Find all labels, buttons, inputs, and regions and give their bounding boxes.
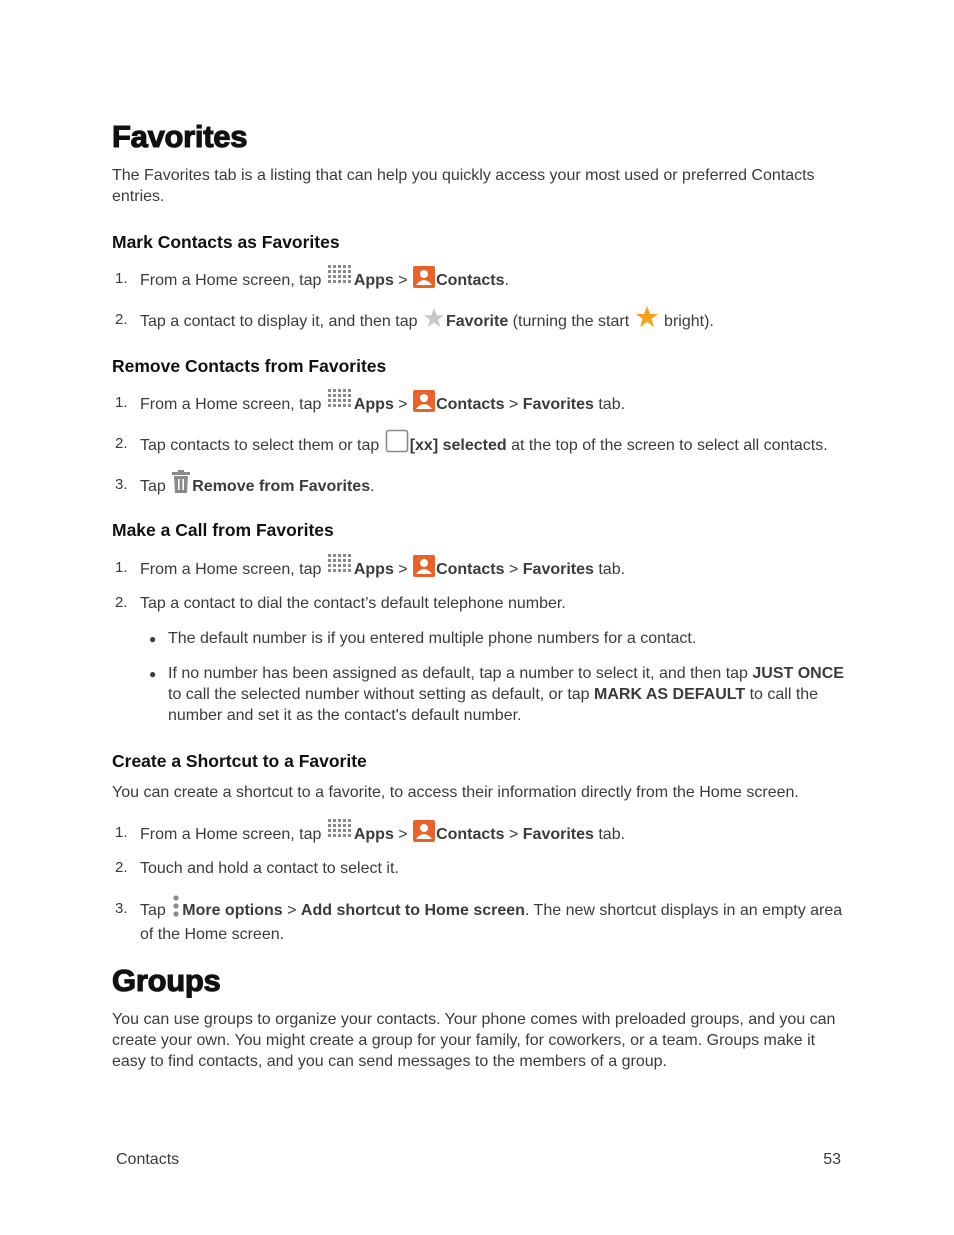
checkbox-icon xyxy=(385,429,409,459)
bullet-dot: ● xyxy=(149,667,157,681)
favorites-intro: The Favorites tab is a listing that can help you quickly access your most used or preferred Contacts entries. xyxy=(112,167,815,205)
contacts-icon xyxy=(413,390,435,418)
remove-step-2: Tap contacts to select them or tap [xx] selected at the top of the screen to select all contacts. xyxy=(140,429,828,459)
shortcut-step-2: Touch and hold a contact to select it. xyxy=(140,860,399,877)
step-number: 1. xyxy=(115,394,128,411)
contacts-icon xyxy=(413,820,435,848)
mark-step-1: From a Home screen, tap Apps > Contacts. xyxy=(140,264,509,294)
step-number: 3. xyxy=(115,476,128,493)
star-active-icon xyxy=(635,305,659,335)
section-title-groups: Groups xyxy=(112,963,221,998)
heading-remove-favorites: Remove Contacts from Favorites xyxy=(112,356,387,376)
step-number: 1. xyxy=(115,270,128,287)
trash-icon xyxy=(171,470,191,500)
star-inactive-icon xyxy=(423,307,445,335)
contacts-icon xyxy=(413,266,435,294)
shortcut-step-1: From a Home screen, tap Apps > Contacts > Favorites tab. xyxy=(140,818,625,848)
heading-create-shortcut: Create a Shortcut to a Favorite xyxy=(112,751,367,771)
heading-call-favorites: Make a Call from Favorites xyxy=(112,520,334,540)
call-step-1: From a Home screen, tap Apps > Contacts > Favorites tab. xyxy=(140,553,625,583)
contacts-icon xyxy=(413,555,435,583)
step-number: 1. xyxy=(115,824,128,841)
section-title-favorites: Favorites xyxy=(112,119,248,154)
call-step-2: Tap a contact to dial the contact’s default telephone number. xyxy=(140,595,566,612)
step-number: 2. xyxy=(115,311,128,328)
more-options-icon xyxy=(171,894,181,924)
footer-section: Contacts xyxy=(116,1151,180,1168)
apps-grid-icon xyxy=(327,553,353,583)
step-number: 1. xyxy=(115,559,128,576)
step-number: 2. xyxy=(115,859,128,876)
call-bullet-1: The default number is if you entered multiple phone numbers for a contact. xyxy=(168,630,697,647)
call-bullet-2: If no number has been assigned as default, tap a number to select it, and then tap JUST ONCE to call the selected number without setting as default, or tap MARK AS DEFAULT to call the number and set it as the contact's default number. xyxy=(168,665,844,724)
groups-intro: You can use groups to organize your contacts. Your phone comes with preloaded groups, and you can create your own. You might create a group for your family, for coworkers, or a team. Groups make it easy to find contacts, and you can send messages to the members of a group. xyxy=(112,1011,836,1070)
apps-grid-icon xyxy=(327,388,353,418)
shortcut-intro: You can create a shortcut to a favorite, to access their information directly from the Home screen. xyxy=(112,784,799,801)
step-number: 2. xyxy=(115,594,128,611)
mark-step-2: Tap a contact to display it, and then tap Favorite (turning the start bright). xyxy=(140,305,714,335)
step-number: 3. xyxy=(115,900,128,917)
heading-mark-favorites: Mark Contacts as Favorites xyxy=(112,232,340,252)
page-number: 53 xyxy=(823,1151,841,1168)
remove-step-3: Tap Remove from Favorites. xyxy=(140,470,375,500)
remove-step-1: From a Home screen, tap Apps > Contacts > Favorites tab. xyxy=(140,388,625,418)
bullet-dot: ● xyxy=(149,632,157,646)
shortcut-step-3: Tap More options > Add shortcut to Home screen. The new shortcut displays in an empty area of the Home screen. xyxy=(140,894,850,945)
step-number: 2. xyxy=(115,435,128,452)
apps-grid-icon xyxy=(327,264,353,294)
apps-grid-icon xyxy=(327,818,353,848)
